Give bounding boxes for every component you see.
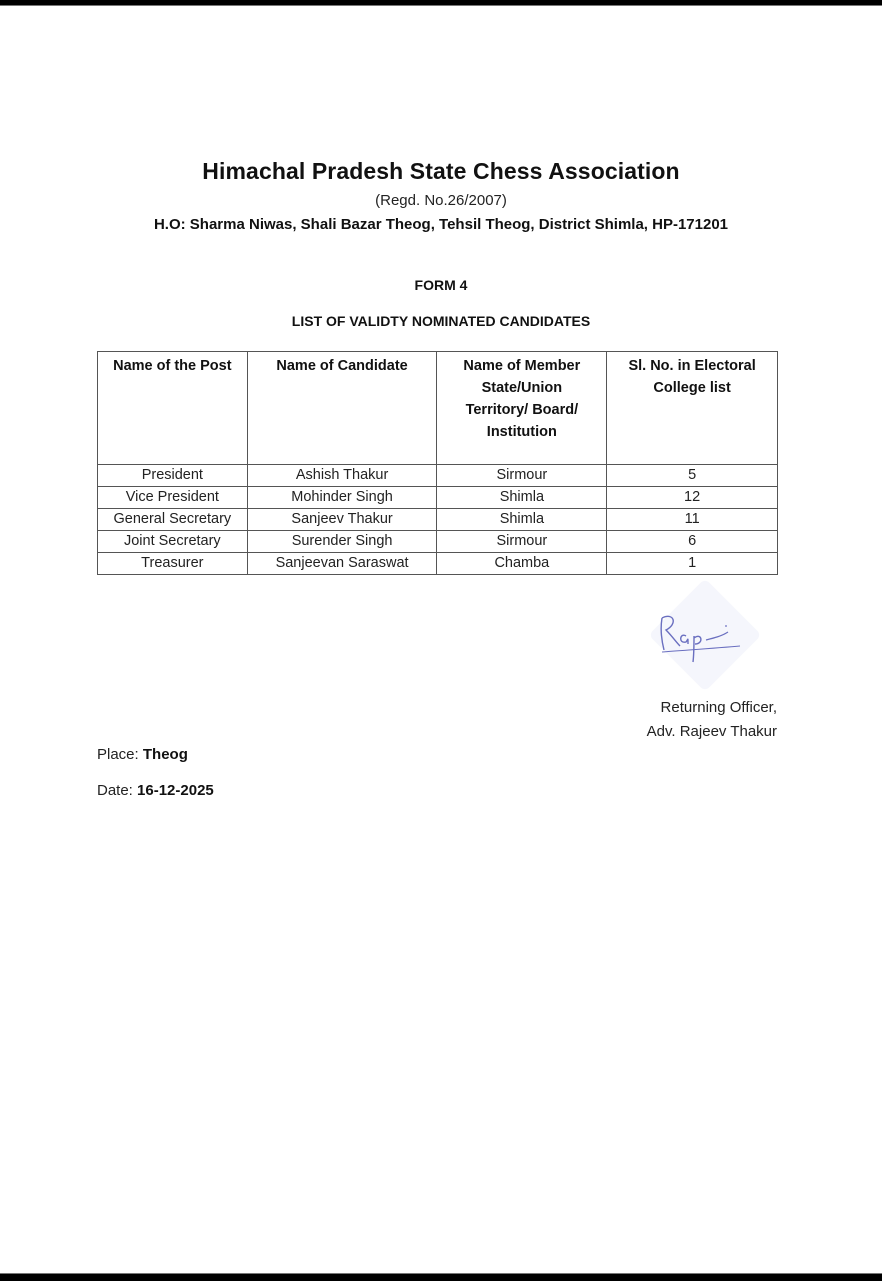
head-office-address: H.O: Sharma Niwas, Shali Bazar Theog, Tehsil Theog, District Shimla, HP-171201 xyxy=(153,216,729,233)
place-value: Theog xyxy=(142,746,188,763)
table-header-row xyxy=(98,352,778,465)
place-line xyxy=(97,746,188,763)
cell-member: Shimla xyxy=(437,509,607,531)
candidates-table xyxy=(97,351,778,575)
returning-officer-title: Returning Officer, xyxy=(660,699,777,716)
header-sl-no xyxy=(607,352,778,465)
date-label: Date: xyxy=(97,782,133,799)
cell-member: Sirmour xyxy=(437,465,607,487)
cell-sl-no: 12 xyxy=(607,487,778,509)
form-number: FORM 4 xyxy=(414,277,468,293)
returning-officer-name: Adv. Rajeev Thakur xyxy=(646,723,777,740)
place-label: Place: xyxy=(97,746,139,763)
date-line xyxy=(97,782,214,799)
header-sl-no-text: Sl. No. in Electoral College list xyxy=(628,358,756,396)
date-value: 16-12-2025 xyxy=(137,782,214,799)
table-row xyxy=(98,509,778,531)
cell-post: General Secretary xyxy=(98,509,248,531)
cell-candidate: Ashish Thakur xyxy=(247,465,437,487)
list-title: LIST OF VALIDTY NOMINATED CANDIDATES xyxy=(291,313,591,329)
cell-post: Vice President xyxy=(98,487,248,509)
cell-candidate: Sanjeev Thakur xyxy=(247,509,437,531)
table-row xyxy=(98,465,778,487)
cell-sl-no: 6 xyxy=(607,531,778,553)
top-black-bar xyxy=(0,0,882,6)
organization-title: Himachal Pradesh State Chess Association xyxy=(202,158,680,184)
table-row xyxy=(98,531,778,553)
table-row xyxy=(98,487,778,509)
header-member-text: Name of Member State/Union Territory/ Board/ Institution xyxy=(463,358,581,440)
cell-post: Joint Secretary xyxy=(98,531,248,553)
table-row xyxy=(98,553,778,575)
registration-number: (Regd. No.26/2007) xyxy=(375,192,507,209)
cell-sl-no: 5 xyxy=(607,465,778,487)
cell-member: Sirmour xyxy=(437,531,607,553)
cell-candidate: Sanjeevan Saraswat xyxy=(247,553,437,575)
cell-candidate: Surender Singh xyxy=(247,531,437,553)
cell-member: Chamba xyxy=(437,553,607,575)
header-post: Name of the Post xyxy=(98,352,248,465)
header-member xyxy=(437,352,607,465)
cell-sl-no: 1 xyxy=(607,553,778,575)
cell-sl-no: 11 xyxy=(607,509,778,531)
cell-post: President xyxy=(98,465,248,487)
header-candidate: Name of Candidate xyxy=(247,352,437,465)
cell-candidate: Mohinder Singh xyxy=(247,487,437,509)
signature-image xyxy=(648,600,748,670)
cell-post: Treasurer xyxy=(98,553,248,575)
cell-member: Shimla xyxy=(437,487,607,509)
